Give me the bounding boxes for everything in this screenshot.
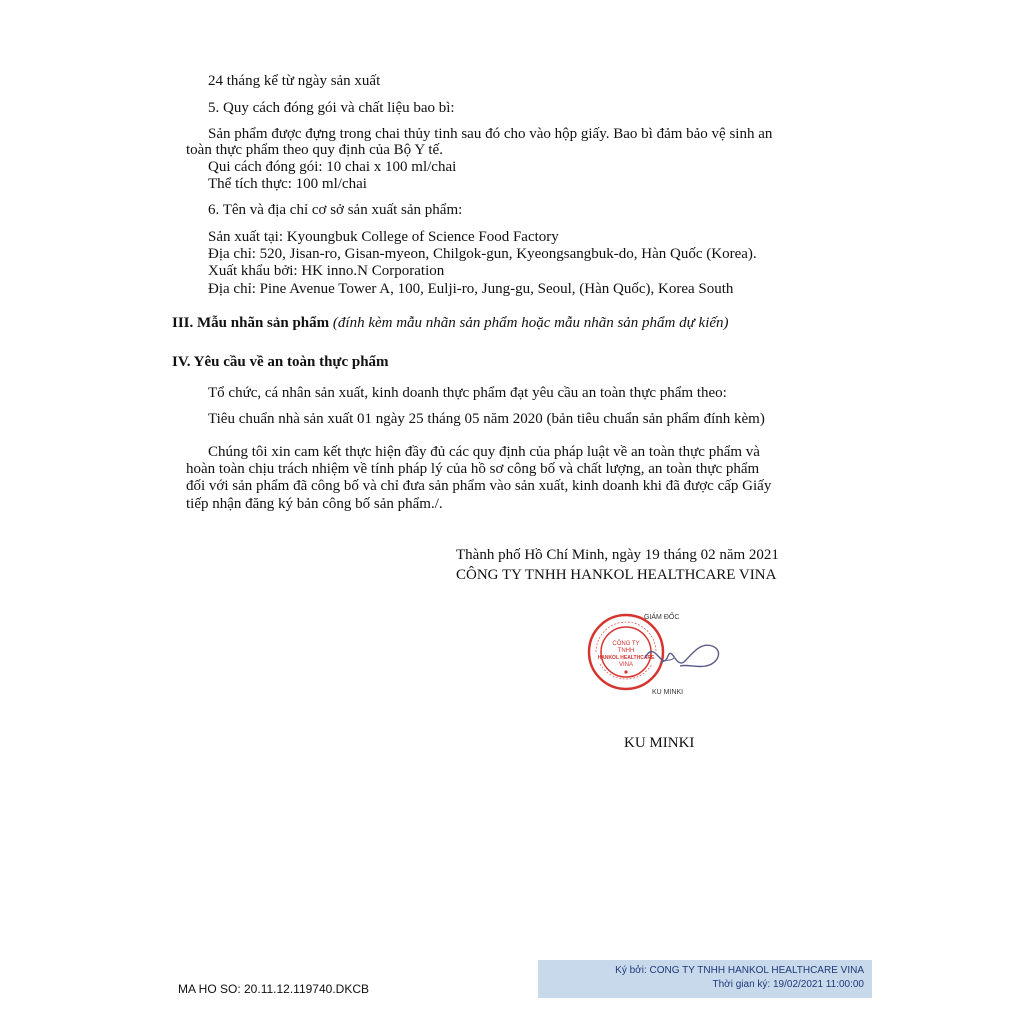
item6-exporter-address: Địa chỉ: Pine Avenue Tower A, 100, Eulji-ro, Jung-gu, Seoul, (Hàn Quốc), Korea South bbox=[208, 281, 734, 297]
shelf-life-line: 24 tháng kể từ ngày sản xuất bbox=[208, 73, 381, 89]
item6-maker-address: Địa chỉ: 520, Jisan-ro, Gisan-myeon, Chilgok-gun, Kyeongsangbuk-do, Hàn Quốc (Korea). bbox=[208, 246, 757, 262]
svg-text:VINA: VINA bbox=[618, 662, 634, 668]
section-iv-heading: IV. Yêu cầu về an toàn thực phẩm bbox=[172, 354, 389, 370]
commitment-line3: đối với sản phẩm đã công bố và chỉ đưa sản phẩm vào sản xuất, kinh doanh khi đã được cấp Giấy bbox=[186, 478, 772, 494]
seal-name-label: KU MINKI bbox=[652, 689, 684, 696]
commitment-line4: tiếp nhận đăng ký bản công bố sản phẩm./. bbox=[186, 496, 443, 512]
digital-signature-box bbox=[538, 960, 872, 998]
commitment-line1: Chúng tôi xin cam kết thực hiện đầy đủ các quy định của pháp luật về an toàn thực phẩm và bbox=[208, 444, 760, 460]
signed-by: Ký bởi: CONG TY TNHH HANKOL HEALTHCARE VINA bbox=[615, 965, 864, 976]
dossier-code: MA HO SO: 20.11.12.119740.DKCB bbox=[178, 982, 369, 996]
item5-spec: Qui cách đóng gói: 10 chai x 100 ml/chai bbox=[208, 159, 457, 175]
section-iv-paragraph2: Tiêu chuẩn nhà sản xuất 01 ngày 25 tháng 05 năm 2020 (bản tiêu chuẩn sản phẩm đính kèm) bbox=[208, 411, 765, 427]
section-iii bbox=[172, 314, 729, 332]
svg-text:CÔNG TY: CÔNG TY bbox=[612, 641, 640, 647]
item5-title: 5. Quy cách đóng gói và chất liệu bao bì: bbox=[208, 100, 455, 116]
item6-maker: Sản xuất tại: Kyoungbuk College of Science Food Factory bbox=[208, 229, 559, 245]
signed-time: Thời gian ký: 19/02/2021 11:00:00 bbox=[712, 979, 864, 990]
item5-paragraph-line1: Sản phẩm được đựng trong chai thủy tinh sau đó cho vào hộp giấy. Bao bì đảm bảo vệ sinh an bbox=[208, 126, 773, 142]
section-iii-note: (đính kèm mẫu nhãn sản phẩm hoặc mẫu nhãn sản phẩm dự kiến) bbox=[332, 315, 729, 331]
commitment-line2: hoàn toàn chịu trách nhiệm về tính pháp lý của hồ sơ công bố và chất lượng, an toàn thực phẩm bbox=[186, 461, 760, 477]
item5-paragraph-line2: toàn thực phẩm theo quy định của Bộ Y tế. bbox=[186, 142, 443, 158]
seal-title-label: GIÁM ĐỐC bbox=[644, 614, 680, 621]
section-iv-paragraph1: Tổ chức, cá nhân sản xuất, kinh doanh thực phẩm đạt yêu cầu an toàn thực phẩm theo: bbox=[208, 385, 727, 401]
item6-title: 6. Tên và địa chỉ cơ sở sản xuất sản phẩm: bbox=[208, 202, 463, 218]
company-name: CÔNG TY TNHH HANKOL HEALTHCARE VINA bbox=[456, 567, 777, 583]
item6-exporter: Xuất khẩu bởi: HK inno.N Corporation bbox=[208, 263, 445, 279]
svg-text:TNHH: TNHH bbox=[617, 648, 635, 654]
item5-volume: Thể tích thực: 100 ml/chai bbox=[208, 176, 367, 192]
svg-text:HANKOL HEALTHCARE: HANKOL HEALTHCARE bbox=[597, 655, 655, 661]
handwritten-signature bbox=[640, 628, 730, 678]
signer-name: KU MINKI bbox=[624, 735, 695, 751]
section-iii-heading: III. Mẫu nhãn sản phẩm bbox=[172, 315, 330, 331]
place-and-date: Thành phố Hồ Chí Minh, ngày 19 tháng 02 năm 2021 bbox=[456, 547, 779, 563]
